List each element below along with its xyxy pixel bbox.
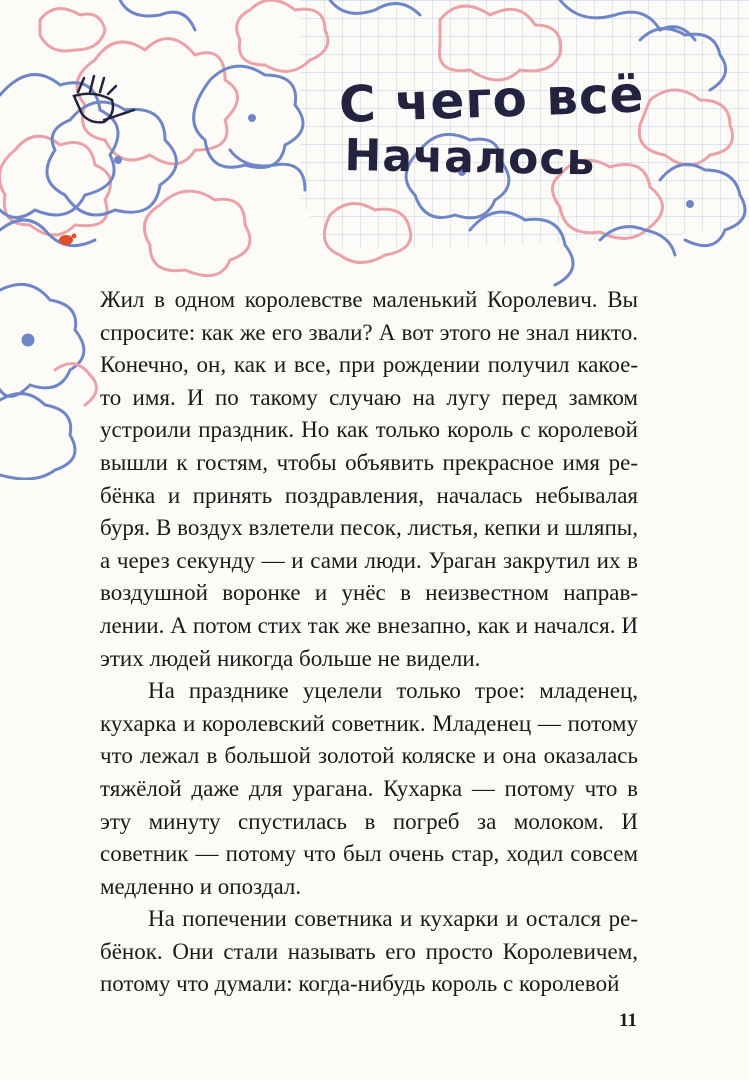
page-number: 11	[619, 1010, 637, 1031]
paragraph: На попечении советника и кухарки и остался ребёнок. Они стали называть его просто Королевичем, потому что думали: когда-нибудь король с королевой	[100, 906, 638, 997]
chapter-title-line1: С чего всё	[338, 65, 646, 134]
paragraph: Жил в одном королевстве маленький Королевич. Вы спросите: как же его звали? А вот этого не знал никто. Конечно, он, как и все, при рождении получил какое-то имя. И по такому случаю на лугу перед замком устроили праздник. Но как только король с королевой вышли к гостям, чтобы объявить прекрасное имя ребёнка и принять поздравления, началась небывалая буря. В воздух взлетели песок, листья, кепки и шляпы, а через секунду — и сами люди. Ураган закрутил их в воздушной воронке и унёс в неизвестном направлении. А потом стих так же внезапно, как и начался. И этих людей никогда больше не видели.	[100, 287, 638, 671]
paragraph: На празднике уцелели только трое: младенец, кухарка и королевский советник. Младенец — потому что лежал в большой золотой коляске и она оказалась тяжёлой даже для урагана. Кухарка — потому что в эту минуту спустилась в погреб за молоком. И советник — потому что был очень стар, ходил совсем медленно и опоздал.	[100, 678, 638, 899]
chapter-title-line2: Началось	[344, 130, 596, 186]
left-margin-illustration	[0, 280, 110, 480]
chapter-body	[100, 284, 638, 1001]
hand-doodle	[74, 76, 134, 122]
